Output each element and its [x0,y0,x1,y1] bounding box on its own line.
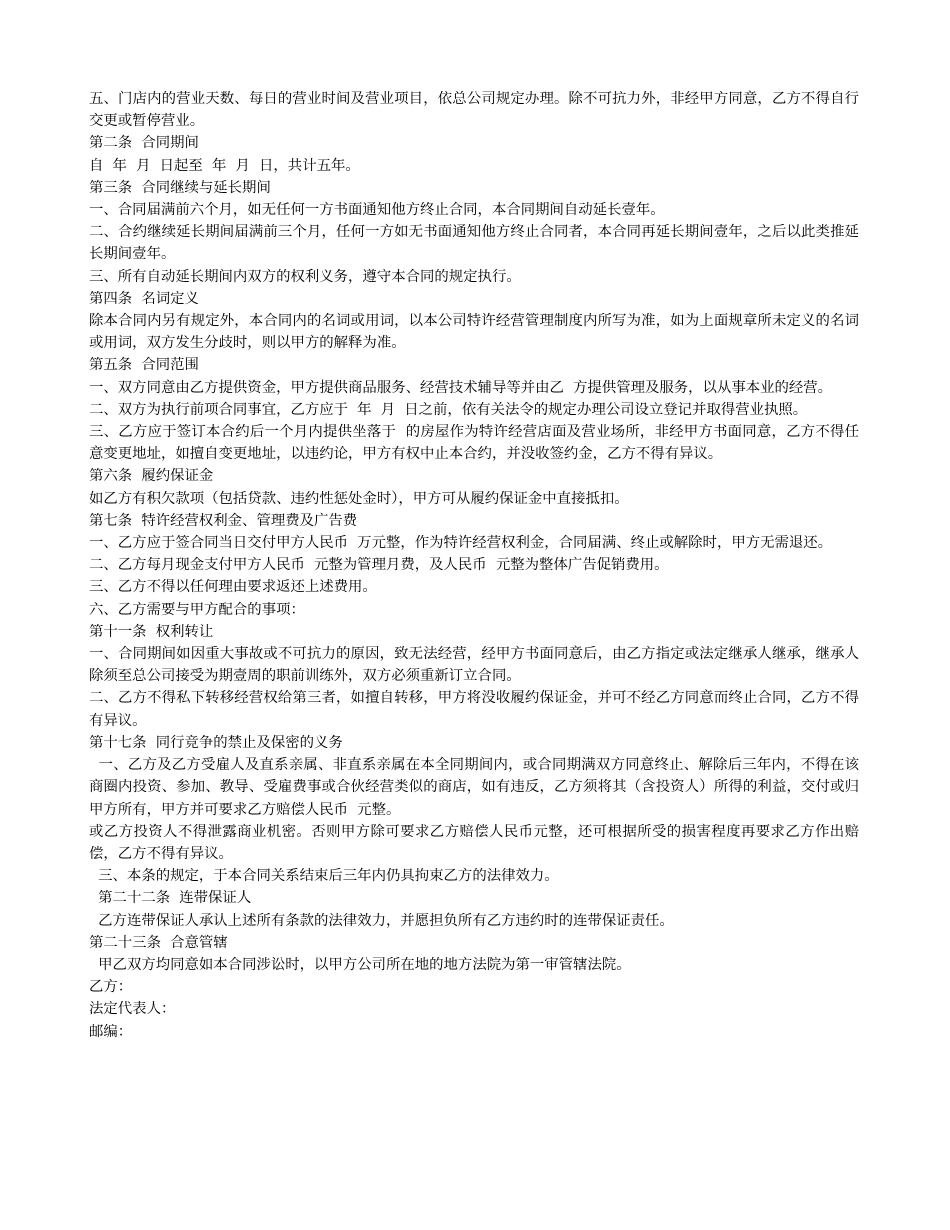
signature-postcode: 邮编： [89,1023,133,1040]
article-heading: 第二条 合同期间 [89,135,199,152]
paragraph: 除本合同内另有规定外，本合同内的名词或用词，以本公司特许经营管理制度内所写为准，如为上面规章所未定义的名词或用词，双方发生分歧时，则以甲方的解释为准。 [89,313,859,352]
signature-party-b: 乙方： [89,979,133,996]
paragraph: 如乙方有积欠款项（包括贷款、违约性惩处金时），甲方可从履约保证金中直接抵扣。 [89,490,629,507]
article-heading: 第六条 履约保证金 [89,468,214,485]
signature-legal-representative: 法定代表人： [89,1001,176,1018]
article-heading: 第七条 特许经营权利金、管理费及广告费 [89,512,358,529]
article-heading: 第四条 名词定义 [89,290,199,307]
paragraph: 三、所有自动延长期间内双方的权利义务，遵守本合同的规定执行。 [89,268,521,285]
paragraph: 甲乙双方均同意如本合同涉讼时，以甲方公司所在地的地方法院为第一审管辖法院。 [89,956,631,973]
article-heading: 第二十三条 合意管辖 [89,934,228,951]
paragraph: 二、乙方每月现金支付甲方人民币 元整为管理月费，及人民币 元整为整体广告促销费用。 [89,557,669,574]
article-heading: 第二十二条 连带保证人 [89,890,252,907]
article-heading: 第十七条 同行竞争的禁止及保密的义务 [89,734,343,751]
article-heading: 第十一条 权利转让 [89,623,214,640]
contract-document [89,88,859,1043]
article-heading: 第五条 合同范围 [89,357,199,374]
paragraph: 二、双方为执行前项合同事宜，乙方应于 年 月 日之前，依有关法令的规定办理公司设立登记并取得营业执照。 [89,401,808,418]
paragraph: 二、乙方不得私下转移经营权给第三者，如擅自转移，甲方将没收履约保证金，并可不经乙方同意而终止合同，乙方不得有异议。 [89,690,859,729]
paragraph: 二、合约继续延长期间届满前三个月，任何一方如无书面通知他方终止合同者，本合同再延长期间壹年，之后以此类推延长期间壹年。 [89,224,859,263]
paragraph: 五、门店内的营业天数、每日的营业时间及营业项目，依总公司规定办理。除不可抗力外，非经甲方同意，乙方不得自行交更或暂停营业。 [89,91,859,130]
paragraph: 六、乙方需要与甲方配合的事项： [89,601,305,618]
paragraph: 一、乙方及乙方受雇人及直系亲属、非直系亲属在本全同期间内，或合同期满双方同意终止、解除后三年内，不得在该商圈内投资、参加、教导、受雇费事或合伙经营类似的商店，如有违反，乙方须将其（含投资人）所得的利益，交付或归甲方所有，甲方并可要求乙方赔偿人民币 元整。 [89,757,859,818]
article-heading: 第三条 合同继续与延长期间 [89,179,271,196]
paragraph: 一、双方同意由乙方提供资金，甲方提供商品服务、经营技术辅导等并由乙 方提供管理及服务，以从事本业的经营。 [89,379,833,396]
paragraph: 一、合同届满前六个月，如无任何一方书面通知他方终止合同，本合同期间自动延长壹年。 [89,202,665,219]
paragraph: 一、乙方应于签合同当日交付甲方人民币 万元整，作为特许经营权利金，合同届满、终止或解除时，甲方无需退还。 [89,535,833,552]
paragraph: 三、乙方应于签订本合约后一个月内提供坐落于 的房屋作为特许经营店面及营业场所，非经甲方书面同意，乙方不得任意变更地址，如擅自变更地址，以违约论，甲方有权中止本合约，并没收签约金，乙方不得有异议。 [89,424,859,463]
paragraph: 乙方连带保证人承认上述所有条款的法律效力，并愿担负所有乙方违约时的连带保证责任。 [89,912,674,929]
paragraph: 或乙方投资人不得泄露商业机密。否则甲方除可要求乙方赔偿人民币元整，还可根据所受的损害程度再要求乙方作出赔偿，乙方不得有异议。 [89,823,859,862]
paragraph: 自 年 月 日起至 年 月 日，共计五年。 [89,157,360,174]
paragraph: 三、乙方不得以任何理由要求返还上述费用。 [89,579,377,596]
paragraph: 三、本条的规定，于本合同关系结束后三年内仍具拘束乙方的法律效力。 [89,868,559,885]
paragraph: 一、合同期间如因重大事故或不可抗力的原因，致无法经营，经甲方书面同意后，由乙方指定或法定继承人继承，继承人除须至总公司接受为期壹周的职前训练外，双方必须重新订立合同。 [89,646,859,685]
